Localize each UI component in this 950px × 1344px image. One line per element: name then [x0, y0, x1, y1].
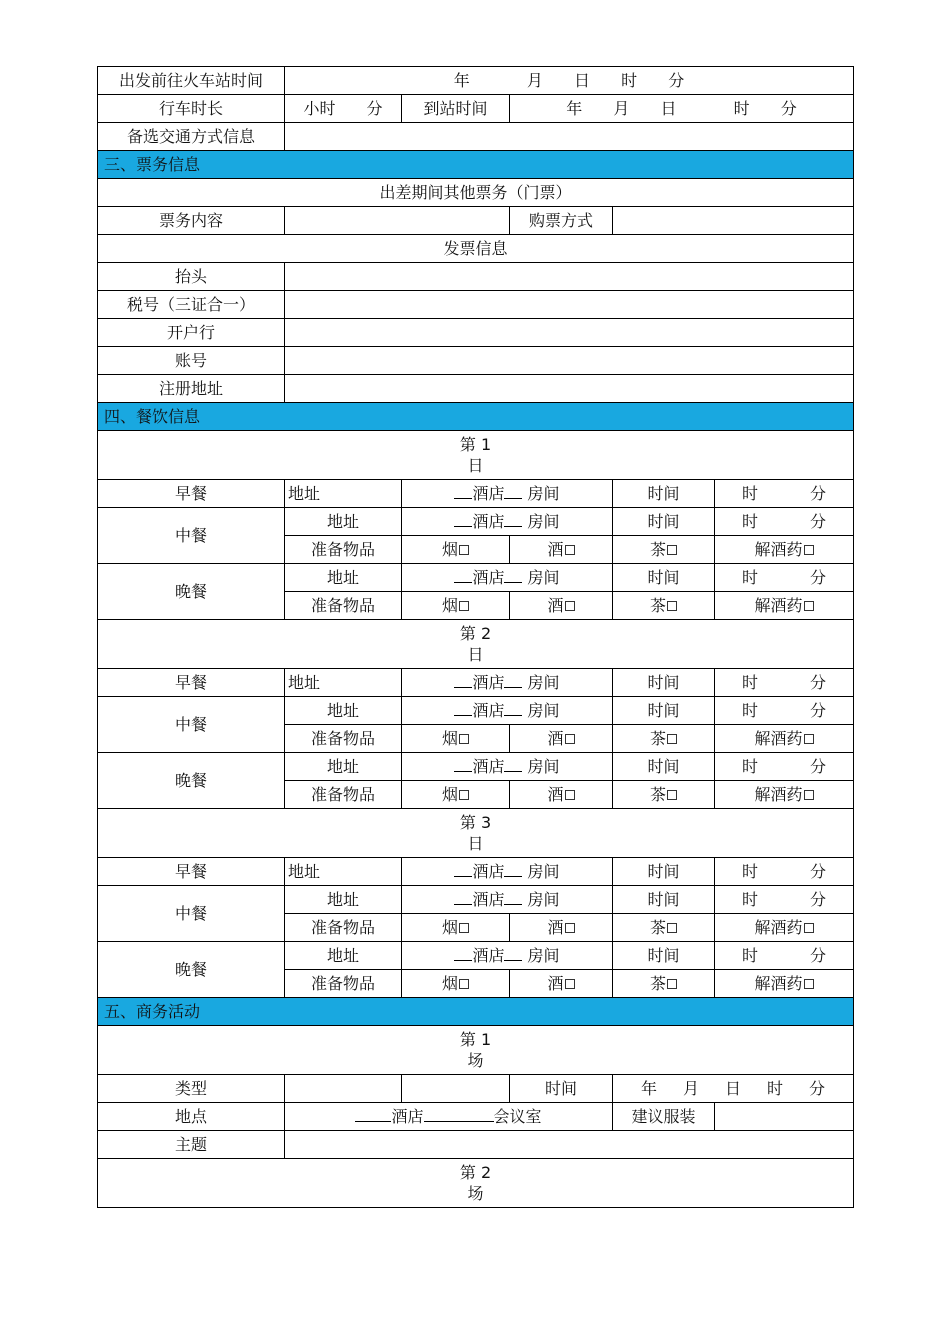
checkbox-icon	[565, 923, 575, 933]
wine-checkbox[interactable]: 酒	[510, 781, 613, 809]
lunch-row	[98, 886, 854, 914]
dinner-label: 晚餐	[98, 564, 285, 620]
arrive-datetime-field[interactable]: 年 月 日 时 分	[510, 95, 854, 123]
alt-transport-field[interactable]	[285, 123, 854, 151]
dinner-row	[98, 753, 854, 781]
smoke-checkbox[interactable]: 烟	[402, 725, 510, 753]
invoice-field[interactable]	[285, 347, 854, 375]
day-header-row	[98, 809, 854, 858]
meal-hotel-room-field[interactable]: 酒店 房间	[402, 753, 613, 781]
tea-checkbox[interactable]: 茶	[613, 592, 715, 620]
breakfast-label: 早餐	[98, 669, 285, 697]
checkbox-icon	[459, 790, 469, 800]
hangover-checkbox[interactable]: 解酒药	[715, 592, 854, 620]
prepare-label: 准备物品	[285, 725, 402, 753]
meal-hotel-room-field[interactable]: 酒店 房间	[402, 669, 613, 697]
meal-hotel-room-field[interactable]: 酒店 房间	[402, 508, 613, 536]
tea-checkbox[interactable]: 茶	[613, 970, 715, 998]
breakfast-row	[98, 480, 854, 508]
day-header: 第 2 日	[98, 620, 854, 669]
session-place-field[interactable]: 酒店 会议室	[285, 1103, 613, 1131]
ticket-content-row	[98, 207, 854, 235]
alt-transport-label: 备选交通方式信息	[98, 123, 285, 151]
meal-time-label: 时间	[613, 858, 715, 886]
meal-time-field[interactable]: 时 分	[715, 886, 854, 914]
day-header: 第 1 日	[98, 431, 854, 480]
dinner-row	[98, 564, 854, 592]
depart-label: 出发前往火车站时间	[98, 67, 285, 95]
session-place-row	[98, 1103, 854, 1131]
meal-hotel-room-field[interactable]: 酒店 房间	[402, 480, 613, 508]
dining-section-header: 四、餐饮信息	[98, 403, 854, 431]
checkbox-icon	[459, 545, 469, 555]
checkbox-icon	[804, 979, 814, 989]
meal-address-label: 地址	[285, 886, 402, 914]
invoice-label: 开户行	[98, 319, 285, 347]
smoke-checkbox[interactable]: 烟	[402, 781, 510, 809]
checkbox-icon	[667, 545, 677, 555]
invoice-label: 税号（三证合一）	[98, 291, 285, 319]
meal-time-field[interactable]: 时 分	[715, 942, 854, 970]
wine-checkbox[interactable]: 酒	[510, 970, 613, 998]
checkbox-icon	[804, 790, 814, 800]
checkbox-icon	[565, 545, 575, 555]
checkbox-icon	[667, 923, 677, 933]
prepare-label: 准备物品	[285, 592, 402, 620]
depart-row	[98, 67, 854, 95]
hangover-checkbox[interactable]: 解酒药	[715, 970, 854, 998]
ticket-content-label: 票务内容	[98, 207, 285, 235]
session-place-label: 地点	[98, 1103, 285, 1131]
meal-time-field[interactable]: 时 分	[715, 508, 854, 536]
other-ticket-title-row	[98, 179, 854, 207]
meal-address-label: 地址	[285, 480, 402, 508]
checkbox-icon	[459, 979, 469, 989]
hangover-checkbox[interactable]: 解酒药	[715, 914, 854, 942]
checkbox-icon	[804, 923, 814, 933]
dinner-row	[98, 942, 854, 970]
prepare-label: 准备物品	[285, 536, 402, 564]
meal-time-label: 时间	[613, 480, 715, 508]
ticket-buy-field[interactable]	[613, 207, 854, 235]
checkbox-icon	[565, 601, 575, 611]
hangover-checkbox[interactable]: 解酒药	[715, 781, 854, 809]
other-ticket-title: 出差期间其他票务（门票）	[98, 179, 854, 207]
invoice-row	[98, 347, 854, 375]
day-header-row	[98, 431, 854, 480]
day-header-row	[98, 620, 854, 669]
checkbox-icon	[804, 734, 814, 744]
session-header: 第 1 场	[98, 1026, 854, 1075]
wine-checkbox[interactable]: 酒	[510, 914, 613, 942]
meal-address-label: 地址	[285, 858, 402, 886]
checkbox-icon	[459, 601, 469, 611]
lunch-label: 中餐	[98, 508, 285, 564]
meal-time-field[interactable]: 时 分	[715, 564, 854, 592]
checkbox-icon	[804, 545, 814, 555]
breakfast-label: 早餐	[98, 858, 285, 886]
session-time-field[interactable]: 年 月 日 时 分	[613, 1075, 854, 1103]
drive-label: 行车时长	[98, 95, 285, 123]
meal-time-field[interactable]: 时 分	[715, 669, 854, 697]
smoke-checkbox[interactable]: 烟	[402, 536, 510, 564]
breakfast-row	[98, 858, 854, 886]
session-type-label: 类型	[98, 1075, 285, 1103]
meal-hotel-room-field[interactable]: 酒店 房间	[402, 697, 613, 725]
ticket-section-header: 三、票务信息	[98, 151, 854, 179]
session-header: 第 2 场	[98, 1159, 854, 1208]
smoke-checkbox[interactable]: 烟	[402, 970, 510, 998]
depart-datetime-field[interactable]: 年 月 日 时 分	[285, 67, 854, 95]
meal-time-field[interactable]: 时 分	[715, 480, 854, 508]
meal-time-field[interactable]: 时 分	[715, 753, 854, 781]
tea-checkbox[interactable]: 茶	[613, 725, 715, 753]
hangover-checkbox[interactable]: 解酒药	[715, 536, 854, 564]
meal-hotel-room-field[interactable]: 酒店 房间	[402, 858, 613, 886]
travel-form-table	[97, 66, 854, 1208]
arrive-label: 到站时间	[402, 95, 510, 123]
drive-duration-field[interactable]: 小时 分	[285, 95, 402, 123]
checkbox-icon	[565, 790, 575, 800]
checkbox-icon	[667, 601, 677, 611]
invoice-row	[98, 319, 854, 347]
checkbox-icon	[804, 601, 814, 611]
invoice-title-row	[98, 235, 854, 263]
dinner-label: 晚餐	[98, 753, 285, 809]
dinner-label: 晚餐	[98, 942, 285, 998]
checkbox-icon	[459, 734, 469, 744]
session-topic-label: 主题	[98, 1131, 285, 1159]
meal-address-label: 地址	[285, 753, 402, 781]
meal-hotel-room-field[interactable]: 酒店 房间	[402, 942, 613, 970]
ticket-buy-label: 购票方式	[510, 207, 613, 235]
checkbox-icon	[667, 979, 677, 989]
session-type-field-2[interactable]	[402, 1075, 510, 1103]
invoice-label: 注册地址	[98, 375, 285, 403]
tea-checkbox[interactable]: 茶	[613, 781, 715, 809]
prepare-label: 准备物品	[285, 781, 402, 809]
meal-time-field[interactable]: 时 分	[715, 697, 854, 725]
session-type-row	[98, 1075, 854, 1103]
hangover-checkbox[interactable]: 解酒药	[715, 725, 854, 753]
meal-time-label: 时间	[613, 669, 715, 697]
invoice-title: 发票信息	[98, 235, 854, 263]
invoice-field[interactable]	[285, 319, 854, 347]
invoice-row	[98, 263, 854, 291]
meal-time-field[interactable]: 时 分	[715, 858, 854, 886]
meal-time-label: 时间	[613, 886, 715, 914]
dress-field[interactable]	[715, 1103, 854, 1131]
meal-address-label: 地址	[285, 942, 402, 970]
wine-checkbox[interactable]: 酒	[510, 536, 613, 564]
checkbox-icon	[565, 979, 575, 989]
session-topic-field[interactable]	[285, 1131, 854, 1159]
invoice-label: 抬头	[98, 263, 285, 291]
meal-address-label: 地址	[285, 669, 402, 697]
session-header-row	[98, 1026, 854, 1075]
invoice-field[interactable]	[285, 263, 854, 291]
meal-hotel-room-field[interactable]: 酒店 房间	[402, 564, 613, 592]
tea-checkbox[interactable]: 茶	[613, 536, 715, 564]
smoke-checkbox[interactable]: 烟	[402, 592, 510, 620]
meal-time-label: 时间	[613, 697, 715, 725]
session-header-row	[98, 1159, 854, 1208]
checkbox-icon	[667, 790, 677, 800]
prepare-label: 准备物品	[285, 914, 402, 942]
alt-transport-row	[98, 123, 854, 151]
invoice-label: 账号	[98, 347, 285, 375]
lunch-row	[98, 697, 854, 725]
lunch-row	[98, 508, 854, 536]
prepare-label: 准备物品	[285, 970, 402, 998]
meal-time-label: 时间	[613, 753, 715, 781]
meal-time-label: 时间	[613, 564, 715, 592]
checkbox-icon	[667, 734, 677, 744]
tea-checkbox[interactable]: 茶	[613, 914, 715, 942]
meal-address-label: 地址	[285, 508, 402, 536]
session-type-field[interactable]	[285, 1075, 402, 1103]
business-section-header: 五、商务活动	[98, 998, 854, 1026]
invoice-row	[98, 375, 854, 403]
session-time-label: 时间	[510, 1075, 613, 1103]
breakfast-row	[98, 669, 854, 697]
ticket-content-field[interactable]	[285, 207, 510, 235]
checkbox-icon	[459, 923, 469, 933]
wine-checkbox[interactable]: 酒	[510, 725, 613, 753]
drive-row	[98, 95, 854, 123]
day-header: 第 3 日	[98, 809, 854, 858]
invoice-field[interactable]	[285, 291, 854, 319]
meal-time-label: 时间	[613, 508, 715, 536]
meal-address-label: 地址	[285, 697, 402, 725]
session-topic-row	[98, 1131, 854, 1159]
lunch-label: 中餐	[98, 697, 285, 753]
invoice-field[interactable]	[285, 375, 854, 403]
smoke-checkbox[interactable]: 烟	[402, 914, 510, 942]
dress-label: 建议服装	[613, 1103, 715, 1131]
lunch-label: 中餐	[98, 886, 285, 942]
meal-hotel-room-field[interactable]: 酒店 房间	[402, 886, 613, 914]
invoice-row	[98, 291, 854, 319]
meal-address-label: 地址	[285, 564, 402, 592]
checkbox-icon	[565, 734, 575, 744]
breakfast-label: 早餐	[98, 480, 285, 508]
meal-time-label: 时间	[613, 942, 715, 970]
wine-checkbox[interactable]: 酒	[510, 592, 613, 620]
